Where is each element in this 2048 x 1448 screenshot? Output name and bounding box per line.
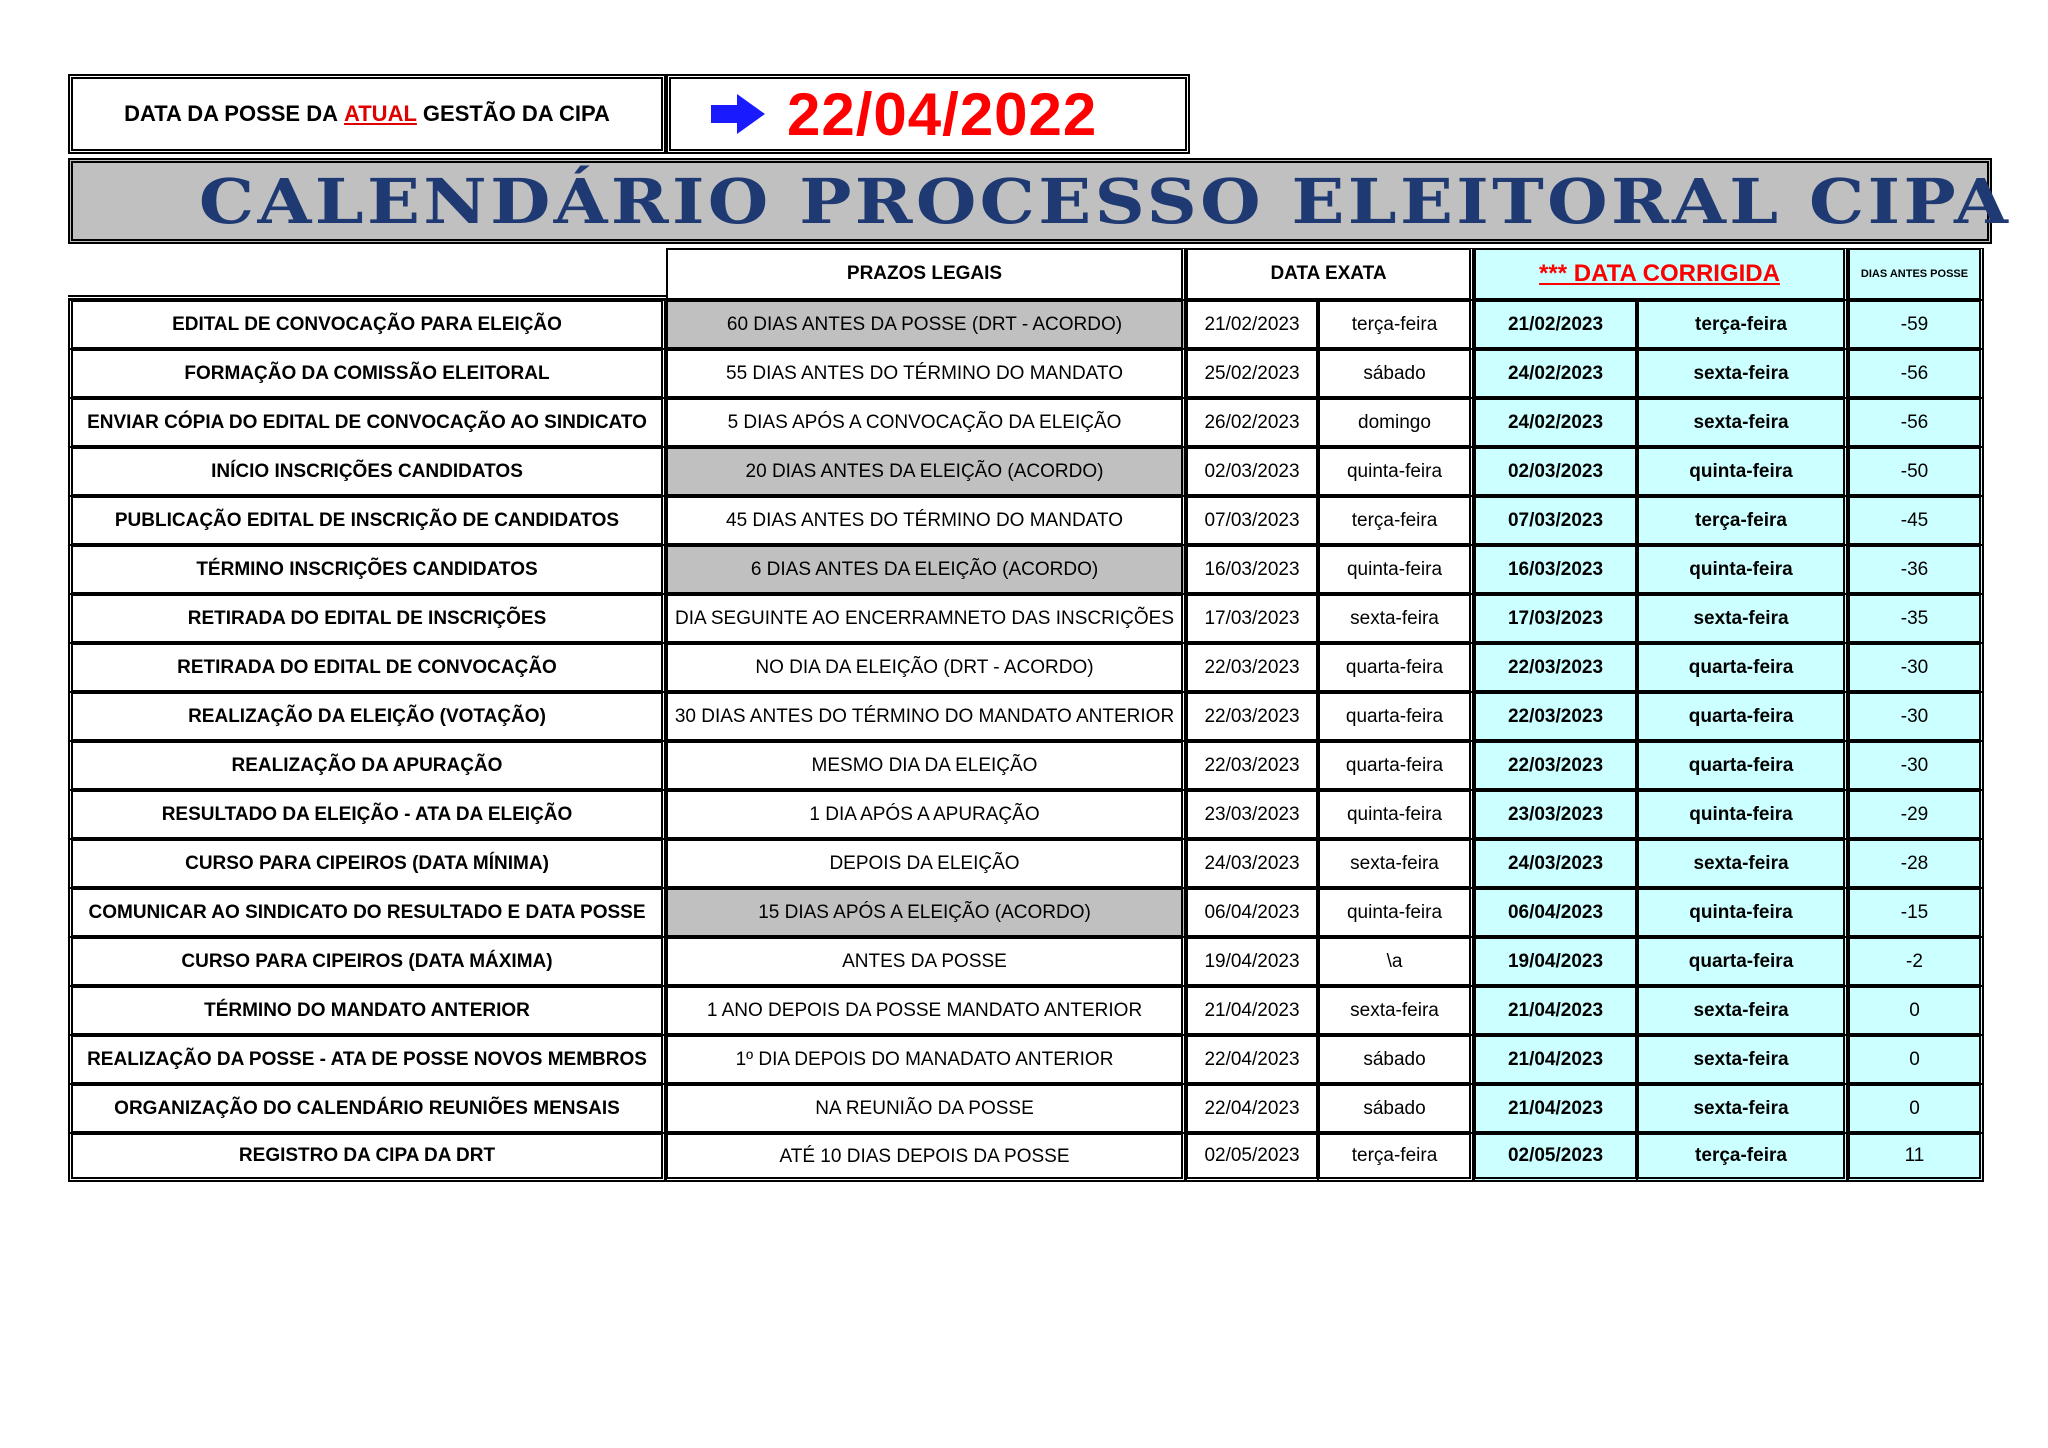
dias-antes-cell: -35: [1848, 594, 1984, 643]
table-row: [68, 447, 1984, 496]
dia-corrigido-cell: quarta-feira: [1637, 643, 1848, 692]
posse-label: [68, 74, 666, 154]
event-cell: EDITAL DE CONVOCAÇÃO PARA ELEIÇÃO: [68, 300, 666, 349]
dias-antes-cell: 0: [1848, 1035, 1984, 1084]
data-corrigida-cell: 23/03/2023: [1474, 790, 1637, 839]
dia-corrigido-cell: sexta-feira: [1637, 1035, 1848, 1084]
prazo-cell: 55 DIAS ANTES DO TÉRMINO DO MANDATO: [666, 349, 1186, 398]
data-corrigida-cell: 21/04/2023: [1474, 986, 1637, 1035]
dia-semana-cell: sexta-feira: [1318, 986, 1474, 1035]
data-corrigida-cell: 02/03/2023: [1474, 447, 1637, 496]
table-row: [68, 545, 1984, 594]
dia-semana-cell: quarta-feira: [1318, 692, 1474, 741]
dia-corrigido-cell: quarta-feira: [1637, 741, 1848, 790]
event-cell: FORMAÇÃO DA COMISSÃO ELEITORAL: [68, 349, 666, 398]
data-corrigida-cell: 22/03/2023: [1474, 692, 1637, 741]
dia-corrigido-cell: sexta-feira: [1637, 839, 1848, 888]
dias-antes-cell: -30: [1848, 741, 1984, 790]
table-row: [68, 594, 1984, 643]
dia-semana-cell: quinta-feira: [1318, 447, 1474, 496]
prazo-cell: 45 DIAS ANTES DO TÉRMINO DO MANDATO: [666, 496, 1186, 545]
event-cell: COMUNICAR AO SINDICATO DO RESULTADO E DATA POSSE: [68, 888, 666, 937]
data-corrigida-cell: 02/05/2023: [1474, 1133, 1637, 1182]
data-corrigida-cell: 17/03/2023: [1474, 594, 1637, 643]
table-row: [68, 839, 1984, 888]
data-corrigida-cell: 24/03/2023: [1474, 839, 1637, 888]
posse-label-highlight: ATUAL: [343, 101, 417, 126]
prazo-cell: 6 DIAS ANTES DA ELEIÇÃO (ACORDO): [666, 545, 1186, 594]
prazo-cell: ANTES DA POSSE: [666, 937, 1186, 986]
dias-antes-cell: -50: [1848, 447, 1984, 496]
event-cell: PUBLICAÇÃO EDITAL DE INSCRIÇÃO DE CANDIDATOS: [68, 496, 666, 545]
dias-antes-cell: -36: [1848, 545, 1984, 594]
prazo-cell: 30 DIAS ANTES DO TÉRMINO DO MANDATO ANTERIOR: [666, 692, 1186, 741]
dias-antes-cell: -56: [1848, 349, 1984, 398]
data-exata-cell: 23/03/2023: [1186, 790, 1318, 839]
prazo-cell: MESMO DIA DA ELEIÇÃO: [666, 741, 1186, 790]
dias-antes-cell: -28: [1848, 839, 1984, 888]
dia-semana-cell: sábado: [1318, 1035, 1474, 1084]
data-exata-cell: 22/03/2023: [1186, 741, 1318, 790]
header-dias-antes: DIAS ANTES POSSE: [1848, 248, 1984, 300]
data-exata-cell: 21/02/2023: [1186, 300, 1318, 349]
dia-corrigido-cell: quinta-feira: [1637, 888, 1848, 937]
event-cell: RETIRADA DO EDITAL DE INSCRIÇÕES: [68, 594, 666, 643]
dia-semana-cell: sexta-feira: [1318, 594, 1474, 643]
dia-corrigido-cell: terça-feira: [1637, 1133, 1848, 1182]
dia-semana-cell: domingo: [1318, 398, 1474, 447]
event-cell: REALIZAÇÃO DA POSSE - ATA DE POSSE NOVOS MEMBROS: [68, 1035, 666, 1084]
data-exata-cell: 22/04/2023: [1186, 1084, 1318, 1133]
prazo-cell: NA REUNIÃO DA POSSE: [666, 1084, 1186, 1133]
table-row: [68, 643, 1984, 692]
dias-antes-cell: -56: [1848, 398, 1984, 447]
dias-antes-cell: -2: [1848, 937, 1984, 986]
event-cell: REGISTRO DA CIPA DA DRT: [68, 1133, 666, 1182]
table-row: [68, 888, 1984, 937]
dia-corrigido-cell: quarta-feira: [1637, 692, 1848, 741]
table-row: [68, 300, 1984, 349]
dia-semana-cell: sábado: [1318, 349, 1474, 398]
event-cell: ENVIAR CÓPIA DO EDITAL DE CONVOCAÇÃO AO SINDICATO: [68, 398, 666, 447]
dias-antes-cell: -30: [1848, 643, 1984, 692]
event-cell: ORGANIZAÇÃO DO CALENDÁRIO REUNIÕES MENSAIS: [68, 1084, 666, 1133]
data-corrigida-cell: 22/03/2023: [1474, 643, 1637, 692]
event-cell: REALIZAÇÃO DA APURAÇÃO: [68, 741, 666, 790]
posse-date: 22/04/2022: [787, 80, 1098, 148]
dia-semana-cell: quarta-feira: [1318, 741, 1474, 790]
dia-corrigido-cell: sexta-feira: [1637, 594, 1848, 643]
dia-corrigido-cell: quinta-feira: [1637, 545, 1848, 594]
data-exata-cell: 02/03/2023: [1186, 447, 1318, 496]
table-row: [68, 790, 1984, 839]
table-row: [68, 496, 1984, 545]
event-cell: TÉRMINO DO MANDATO ANTERIOR: [68, 986, 666, 1035]
prazo-cell: 5 DIAS APÓS A CONVOCAÇÃO DA ELEIÇÃO: [666, 398, 1186, 447]
dia-semana-cell: quinta-feira: [1318, 888, 1474, 937]
table-row: [68, 349, 1984, 398]
dia-corrigido-cell: terça-feira: [1637, 300, 1848, 349]
dia-corrigido-cell: sexta-feira: [1637, 1084, 1848, 1133]
event-cell: RETIRADA DO EDITAL DE CONVOCAÇÃO: [68, 643, 666, 692]
dia-semana-cell: quarta-feira: [1318, 643, 1474, 692]
table-row: [68, 937, 1984, 986]
event-cell: REALIZAÇÃO DA ELEIÇÃO (VOTAÇÃO): [68, 692, 666, 741]
table-row: [68, 1084, 1984, 1133]
prazo-cell: 60 DIAS ANTES DA POSSE (DRT - ACORDO): [666, 300, 1186, 349]
prazo-cell: 1 ANO DEPOIS DA POSSE MANDATO ANTERIOR: [666, 986, 1186, 1035]
data-corrigida-cell: 22/03/2023: [1474, 741, 1637, 790]
table-row: [68, 1133, 1984, 1182]
prazo-cell: 1º DIA DEPOIS DO MANADATO ANTERIOR: [666, 1035, 1186, 1084]
dia-semana-cell: sexta-feira: [1318, 839, 1474, 888]
dia-corrigido-cell: quinta-feira: [1637, 447, 1848, 496]
header-data-exata: DATA EXATA: [1186, 248, 1474, 300]
dias-antes-cell: -30: [1848, 692, 1984, 741]
data-corrigida-cell: 24/02/2023: [1474, 349, 1637, 398]
data-exata-cell: 16/03/2023: [1186, 545, 1318, 594]
dias-antes-cell: -29: [1848, 790, 1984, 839]
data-corrigida-cell: 06/04/2023: [1474, 888, 1637, 937]
event-cell: CURSO PARA CIPEIROS (DATA MÁXIMA): [68, 937, 666, 986]
data-exata-cell: 26/02/2023: [1186, 398, 1318, 447]
dia-corrigido-cell: quarta-feira: [1637, 937, 1848, 986]
prazo-cell: 15 DIAS APÓS A ELEIÇÃO (ACORDO): [666, 888, 1186, 937]
dias-antes-cell: -45: [1848, 496, 1984, 545]
event-cell: INÍCIO INSCRIÇÕES CANDIDATOS: [68, 447, 666, 496]
dia-semana-cell: quinta-feira: [1318, 790, 1474, 839]
dias-antes-cell: 0: [1848, 986, 1984, 1035]
data-exata-cell: 22/04/2023: [1186, 1035, 1318, 1084]
table-row: [68, 986, 1984, 1035]
page-title: CALENDÁRIO PROCESSO ELEITORAL CIPA: [198, 164, 2012, 238]
dia-semana-cell: quinta-feira: [1318, 545, 1474, 594]
dia-corrigido-cell: quinta-feira: [1637, 790, 1848, 839]
header-blank-cell: [68, 248, 666, 300]
data-corrigida-cell: 07/03/2023: [1474, 496, 1637, 545]
dia-semana-cell: terça-feira: [1318, 496, 1474, 545]
event-cell: TÉRMINO INSCRIÇÕES CANDIDATOS: [68, 545, 666, 594]
table-row: [68, 398, 1984, 447]
header-data-corrigida-text: *** DATA CORRIGIDA: [1539, 260, 1780, 287]
dia-semana-cell: \a: [1318, 937, 1474, 986]
data-exata-cell: 02/05/2023: [1186, 1133, 1318, 1182]
table-header-row: [68, 248, 1984, 300]
posse-label-pre: DATA DA POSSE DA: [124, 101, 338, 126]
prazo-cell: 1 DIA APÓS A APURAÇÃO: [666, 790, 1186, 839]
dias-antes-cell: -59: [1848, 300, 1984, 349]
data-exata-cell: 22/03/2023: [1186, 692, 1318, 741]
data-exata-cell: 24/03/2023: [1186, 839, 1318, 888]
calendar-table: [68, 248, 1984, 1182]
event-cell: CURSO PARA CIPEIROS (DATA MÍNIMA): [68, 839, 666, 888]
data-exata-cell: 19/04/2023: [1186, 937, 1318, 986]
prazo-cell: 20 DIAS ANTES DA ELEIÇÃO (ACORDO): [666, 447, 1186, 496]
dia-corrigido-cell: sexta-feira: [1637, 349, 1848, 398]
dia-semana-cell: terça-feira: [1318, 1133, 1474, 1182]
data-corrigida-cell: 24/02/2023: [1474, 398, 1637, 447]
right-arrow-icon: [711, 94, 765, 134]
data-corrigida-cell: 16/03/2023: [1474, 545, 1637, 594]
prazo-cell: NO DIA DA ELEIÇÃO (DRT - ACORDO): [666, 643, 1186, 692]
data-exata-cell: 21/04/2023: [1186, 986, 1318, 1035]
data-exata-cell: 17/03/2023: [1186, 594, 1318, 643]
data-exata-cell: 07/03/2023: [1186, 496, 1318, 545]
data-corrigida-cell: 21/04/2023: [1474, 1084, 1637, 1133]
data-exata-cell: 06/04/2023: [1186, 888, 1318, 937]
dia-corrigido-cell: sexta-feira: [1637, 986, 1848, 1035]
data-corrigida-cell: 21/02/2023: [1474, 300, 1637, 349]
dia-corrigido-cell: sexta-feira: [1637, 398, 1848, 447]
prazo-cell: DIA SEGUINTE AO ENCERRAMNETO DAS INSCRIÇÕES: [666, 594, 1186, 643]
dias-antes-cell: -15: [1848, 888, 1984, 937]
data-corrigida-cell: 21/04/2023: [1474, 1035, 1637, 1084]
table-row: [68, 1035, 1984, 1084]
data-exata-cell: 22/03/2023: [1186, 643, 1318, 692]
prazo-cell: ATÉ 10 DIAS DEPOIS DA POSSE: [666, 1133, 1186, 1182]
data-exata-cell: 25/02/2023: [1186, 349, 1318, 398]
header-data-corrigida: [1474, 248, 1848, 300]
dias-antes-cell: 11: [1848, 1133, 1984, 1182]
header-prazos: PRAZOS LEGAIS: [666, 248, 1186, 300]
dia-semana-cell: terça-feira: [1318, 300, 1474, 349]
dia-corrigido-cell: terça-feira: [1637, 496, 1848, 545]
event-cell: RESULTADO DA ELEIÇÃO - ATA DA ELEIÇÃO: [68, 790, 666, 839]
data-corrigida-cell: 19/04/2023: [1474, 937, 1637, 986]
prazo-cell: DEPOIS DA ELEIÇÃO: [666, 839, 1186, 888]
table-row: [68, 741, 1984, 790]
posse-label-post: GESTÃO DA CIPA: [422, 101, 610, 126]
dia-semana-cell: sábado: [1318, 1084, 1474, 1133]
dias-antes-cell: 0: [1848, 1084, 1984, 1133]
table-row: [68, 692, 1984, 741]
posse-date-box: [666, 74, 1190, 154]
page-title-band: [68, 158, 2012, 244]
